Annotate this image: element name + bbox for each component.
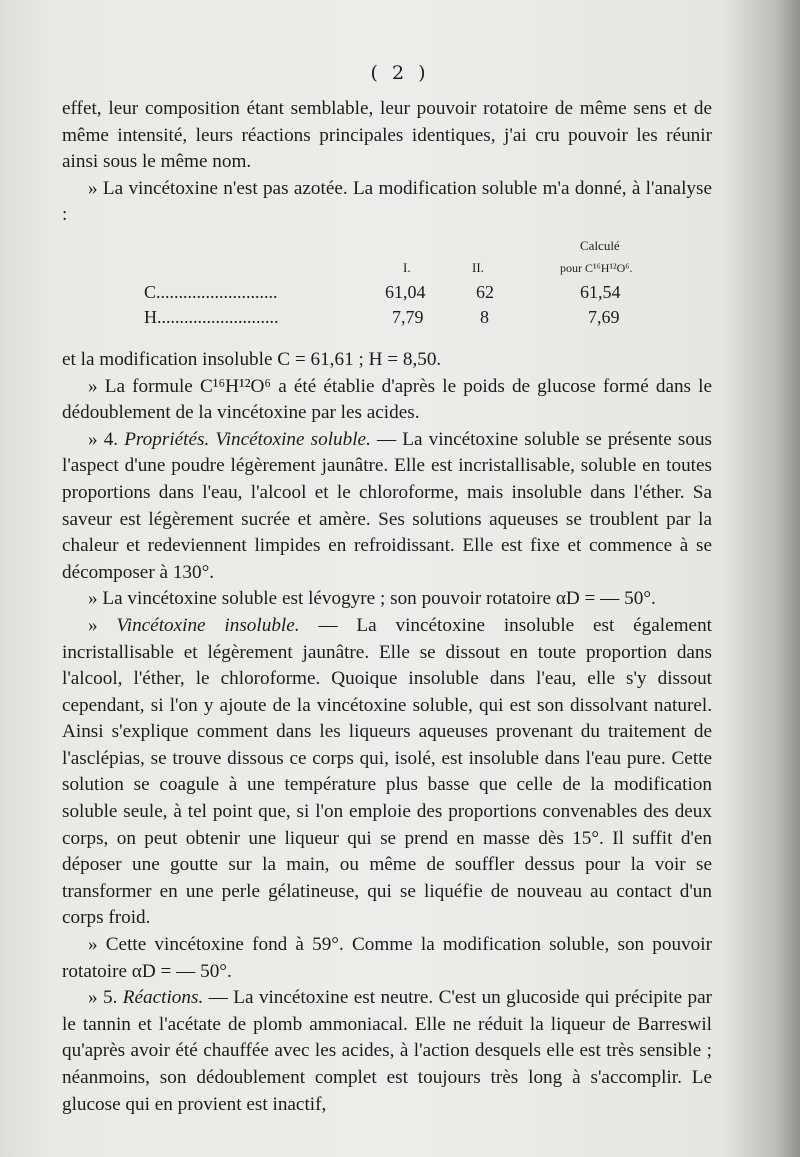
row-label: H........................... xyxy=(144,306,279,327)
table-header-formula: pour C¹⁶H¹²O⁶. xyxy=(560,260,633,275)
section-number: » 4. xyxy=(88,428,125,450)
page-number: ( 2 ) xyxy=(370,62,430,84)
cell-c-calc: 61,54 xyxy=(580,281,621,302)
cell-h-calc: 7,69 xyxy=(588,306,620,327)
section-number: » 5. xyxy=(88,987,123,1009)
body-text xyxy=(62,96,712,1118)
section-heading: Réactions. xyxy=(122,987,204,1009)
cell-c-i: 61,04 xyxy=(385,281,426,302)
cell-h-ii: 8 xyxy=(480,306,489,327)
table-row-hydrogen xyxy=(144,304,364,338)
table-header-ii: II. xyxy=(472,259,484,275)
table-header-i: I. xyxy=(403,259,411,275)
paragraph-insoluble xyxy=(62,613,712,932)
section-body: — La vincétoxine est neutre. C'est un glucoside qui précipite par le tannin et l'acétate de plomb ammoniacal. Elle ne réduit la liqueur de Barreswil qu'après avoir été chauffée avec les acides, à l'action desquels elle est très sensible ; néanmoins, son dédoublement complet est toujours très long à s'accomplir. Le glucose qui en provient est inactif, xyxy=(62,987,713,1115)
table-header-calcule: Calculé xyxy=(580,237,620,253)
row-label: C........................... xyxy=(144,281,278,302)
paragraph-insoluble-analysis: et la modification insoluble C = 61,61 ; H = 8,50. xyxy=(62,348,442,370)
analysis-table xyxy=(62,229,712,347)
paragraph-properties xyxy=(62,427,712,587)
section-heading: Propriétés. Vincétoxine soluble. xyxy=(124,428,371,450)
cell-c-ii: 62 xyxy=(476,281,494,302)
paragraph-reactions xyxy=(62,985,712,1118)
paragraph-analysis-intro: » La vincétoxine n'est pas azotée. La modification soluble m'a donné, à l'analyse : xyxy=(62,177,712,226)
section-heading: Vincétoxine insoluble. xyxy=(116,614,300,636)
section-number: » xyxy=(88,614,117,636)
paragraph-melting: » Cette vincétoxine fond à 59°. Comme la modification soluble, son pouvoir rotatoire αD = — 50°. xyxy=(62,934,712,982)
paragraph-formula: » La formule C¹⁶H¹²O⁶ a été établie d'après le poids de glucose formé dans le dédoublement de la vincétoxine par les acides. xyxy=(62,375,712,424)
paragraph-intro: effet, leur composition étant semblable, leur pouvoir rotatoire de même sens et de même intensité, leurs réactions principales identiques, j'ai cru pouvoir les réunir ainsi sous le même nom. xyxy=(62,98,712,173)
section-body: — La vincétoxine insoluble est également incristallisable et légèrement jaunâtre. Elle se dissout en toute proportion dans l'alcool, l'éther, le chloroforme. Quoique insoluble dans l'eau, elle s'y dissout cependant, si l'on y ajoute de la vincétoxine soluble, qui est son dissolvant naturel. Ainsi s'explique comment dans les liqueurs aqueuses provenant du traitement de l'asclépias, se trouve dissous ce corps qui, isolé, est insoluble dans l'eau pure. Cette solution se coagule à une température plus basse que celle de la modification soluble seule, à tel point que, si l'on emploie des proportions convenables des deux corps, on peut obtenir une liqueur qui se prend en masse dès 15°. Il suffit d'en déposer une goutte sur la main, ou même de souffler dessus pour la voir se transformer en une perle gélatineuse, qui se liquéfie de nouveau au contact d'un corps froid. xyxy=(62,614,712,929)
cell-h-i: 7,79 xyxy=(392,306,424,327)
paragraph-rotation-soluble: » La vincétoxine soluble est lévogyre ; son pouvoir rotatoire αD = — 50°. xyxy=(88,588,656,610)
section-body: — La vincétoxine soluble se présente sous l'aspect d'une poudre légèrement jaunâtre. Elle est incristallisable, soluble en toutes proportions dans l'eau, l'alcool et le chloroforme, mais insoluble dans l'éther. Sa saveur est légèrement sucrée et amère. Ses solutions aqueuses se troublent par la chaleur et redeviennent limpides en refroidissant. Elle est fixe et commence à se décomposer à 130°. xyxy=(62,428,713,583)
